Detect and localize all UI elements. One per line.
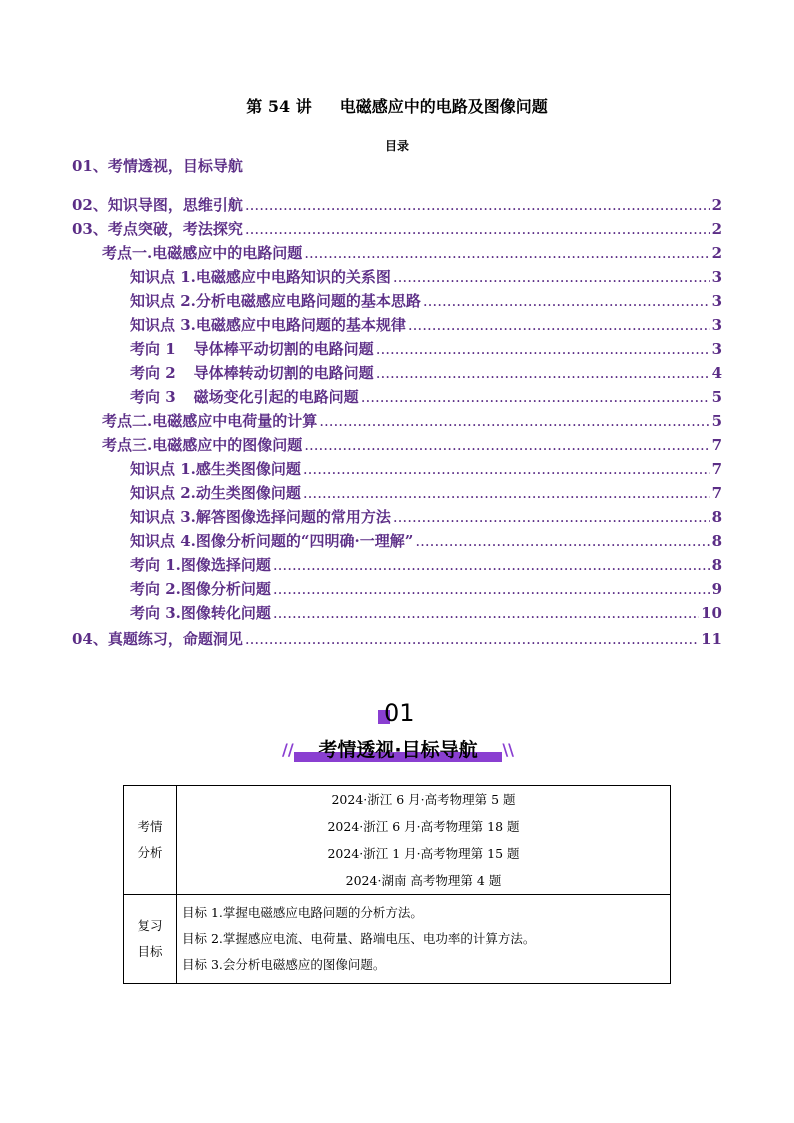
lecture-number: 第 54 讲 bbox=[246, 97, 312, 116]
toc-item[interactable]: 考点一.电磁感应中的电路问题 ..... 2 bbox=[102, 242, 722, 264]
toc-item[interactable]: 考点二.电磁感应中电荷量的计算 ..... 5 bbox=[102, 410, 722, 432]
list-item: 目标 1.掌握电磁感应电路问题的分析方法。 bbox=[182, 905, 423, 920]
exam-analysis-table bbox=[123, 785, 671, 984]
toc-item[interactable]: 考向 3 磁场变化引起的电路问题 ..... 5 bbox=[130, 386, 722, 408]
lecture-title: 电磁感应中的电路及图像问题 bbox=[339, 97, 548, 116]
list-item: 目标 3.会分析电磁感应的图像问题。 bbox=[182, 957, 386, 972]
goals-label: 复习 目标 bbox=[124, 895, 177, 984]
analysis-label: 考情 分析 bbox=[124, 786, 177, 895]
toc-item[interactable]: 考向 2 导体棒转动切割的电路问题 ..... 4 bbox=[130, 362, 722, 384]
toc-item[interactable]: 考向 3.图像转化问题 ..... 10 bbox=[130, 602, 722, 624]
toc-item[interactable]: 知识点 3.解答图像选择问题的常用方法 ..... 8 bbox=[130, 506, 722, 528]
list-item: 2024·湖南 高考物理第 4 题 bbox=[345, 873, 502, 888]
toc-item[interactable]: 02、知识导图，思维引航 ..... 2 bbox=[72, 194, 722, 216]
toc-item[interactable]: 知识点 4.图像分析问题的“四明确·一理解” ..... 8 bbox=[130, 530, 722, 552]
toc-item[interactable]: 知识点 3.电磁感应中电路问题的基本规律 ..... 3 bbox=[130, 314, 722, 336]
toc-item[interactable]: 知识点 2.分析电磁感应电路问题的基本思路 ..... 3 bbox=[130, 290, 722, 312]
slash-decoration-right: \\ bbox=[502, 740, 514, 759]
table-row bbox=[124, 786, 671, 895]
toc-item[interactable]: 考点三.电磁感应中的图像问题 ..... 7 bbox=[102, 434, 722, 456]
toc-item[interactable]: 04、真题练习，命题洞见 ..... 11 bbox=[72, 628, 722, 650]
list-item: 2024·浙江 1 月·高考物理第 15 题 bbox=[327, 846, 520, 861]
toc-item[interactable]: 知识点 1.电磁感应中电路知识的关系图 ..... 3 bbox=[130, 266, 722, 288]
toc-item[interactable]: 知识点 2.动生类图像问题 ..... 7 bbox=[130, 482, 722, 504]
exam-list bbox=[177, 786, 671, 895]
list-item: 目标 2.掌握感应电流、电荷量、路端电压、电功率的计算方法。 bbox=[182, 931, 536, 946]
toc-item[interactable]: 考向 2.图像分析问题 ..... 9 bbox=[130, 578, 722, 600]
toc-item[interactable]: 知识点 1.感生类图像问题 ..... 7 bbox=[130, 458, 722, 480]
toc-item[interactable]: 考向 1.图像选择问题 ..... 8 bbox=[130, 554, 722, 576]
goal-list bbox=[177, 895, 671, 984]
page-title bbox=[0, 94, 794, 117]
section-title: // \\ 考情透视·目标导航 bbox=[282, 739, 514, 761]
toc-item[interactable]: 01、考情透视，目标导航 bbox=[72, 157, 243, 175]
table-row bbox=[124, 895, 671, 984]
toc-heading: 目录 bbox=[384, 139, 409, 153]
list-item: 2024·浙江 6 月·高考物理第 5 题 bbox=[331, 792, 516, 807]
list-item: 2024·浙江 6 月·高考物理第 18 题 bbox=[327, 819, 520, 834]
toc-item[interactable]: 考向 1 导体棒平动切割的电路问题 ..... 3 bbox=[130, 338, 722, 360]
slash-decoration-left: // bbox=[282, 740, 294, 759]
section-number: 01 bbox=[378, 700, 418, 726]
toc-item[interactable]: 03、考点突破，考法探究 ..... 2 bbox=[72, 218, 722, 240]
